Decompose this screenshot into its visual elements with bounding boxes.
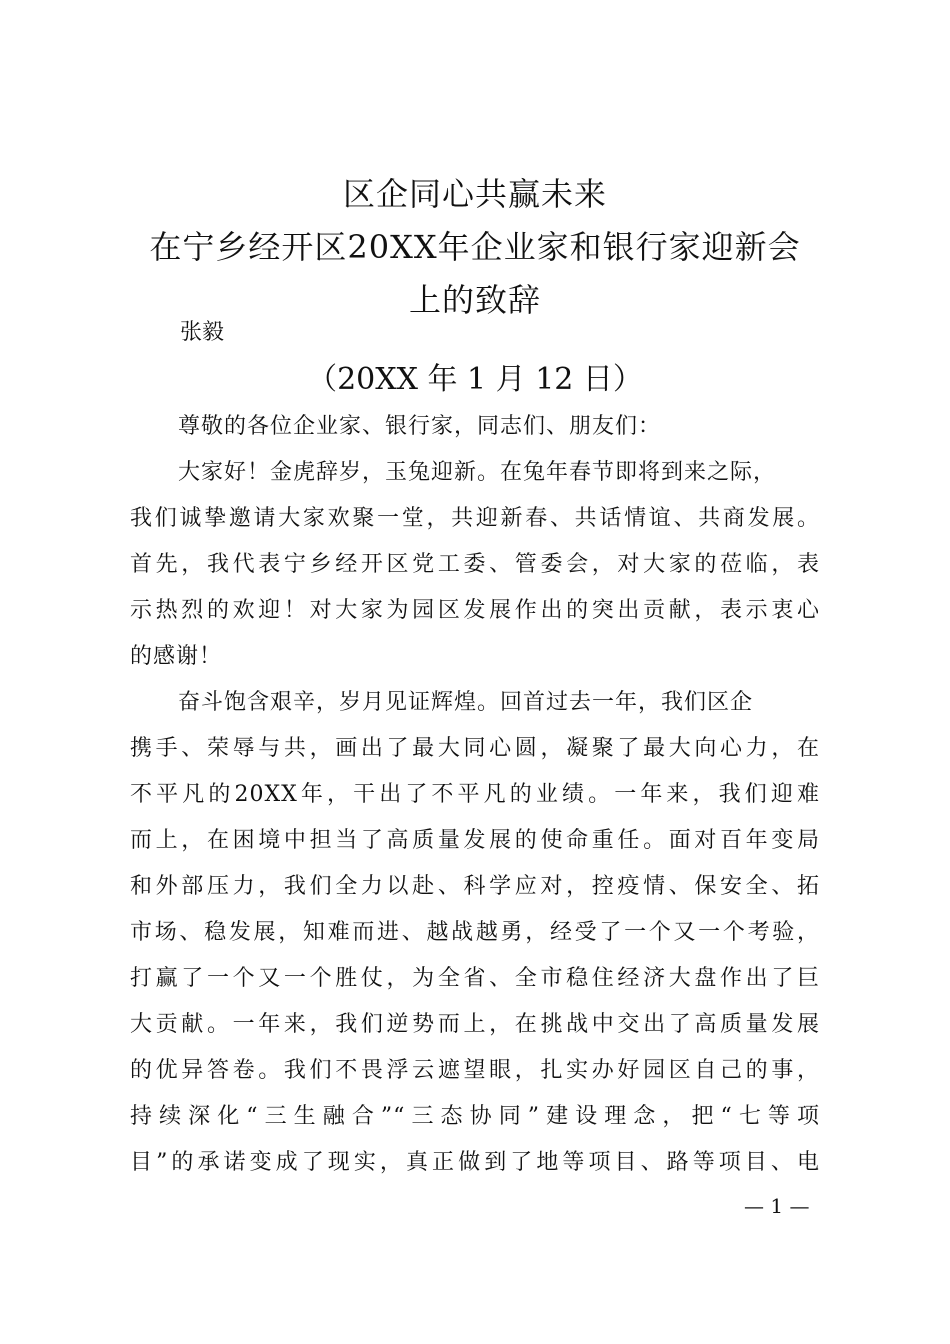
paragraph-2-line: 打赢了一个又一个胜仗，为全省、全市稳住经济大盘作出了巨 [130, 966, 820, 991]
paragraph-2-line: 的优异答卷。我们不畏浮云遮望眼，扎实办好园区自己的事， [130, 1058, 820, 1083]
paragraph-2-line: 和外部压力，我们全力以赴、科学应对，控疫情、保安全、拓 [130, 874, 820, 899]
document-title [110, 168, 840, 327]
paragraph-1-line: 首先，我代表宁乡经开区党工委、管委会，对大家的莅临，表 [130, 552, 820, 577]
paragraph-1-line: 示热烈的欢迎！对大家为园区发展作出的突出贡献，表示衷心 [130, 598, 820, 623]
title-line-2: 在宁乡经开区20XX年企业家和银行家迎新会 [149, 228, 801, 266]
paragraph-1-line: 我们诚挚邀请大家欢聚一堂，共迎新春、共话情谊、共商发展。 [130, 506, 820, 531]
paragraph-2-line: 大贡献。一年来，我们逆势而上，在挑战中交出了高质量发展 [130, 1012, 820, 1037]
speech-date: （20XX 年 1 月 12 日） [307, 362, 643, 397]
paragraph-2-line: 持续深化“三生融合”“三态协同”建设理念，把“七等项 [130, 1104, 820, 1129]
page-number: — 1 — [744, 1194, 810, 1218]
title-line-3: 上的致辞 [408, 281, 541, 319]
paragraph-2-line: 不平凡的20XX年，干出了不平凡的业绩。一年来，我们迎难 [130, 782, 820, 807]
title-line-1: 区企同心共赢未来 [342, 175, 607, 213]
paragraph-2-line: 市场、稳发展，知难而进、越战越勇，经受了一个又一个考验， [130, 920, 820, 945]
paragraph-2-line: 携手、荣辱与共，画出了最大同心圆，凝聚了最大向心力，在 [130, 736, 820, 761]
paragraph-1-line: 大家好！金虎辞岁，玉兔迎新。在兔年春节即将到来之际， [178, 460, 777, 485]
paragraph-2-line: 而上，在困境中担当了高质量发展的使命重任。面对百年变局 [130, 828, 820, 853]
paragraph-2-line: 目”的承诺变成了现实，真正做到了地等项目、路等项目、电 [130, 1150, 820, 1175]
author-name: 张毅 [180, 320, 225, 345]
paragraph-2-line: 奋斗饱含艰辛，岁月见证辉煌。回首过去一年，我们区企 [178, 690, 754, 715]
salutation: 尊敬的各位企业家、银行家，同志们、朋友们： [178, 414, 662, 439]
paragraph-1-line: 的感谢！ [130, 644, 223, 669]
speech-body [130, 404, 820, 1186]
